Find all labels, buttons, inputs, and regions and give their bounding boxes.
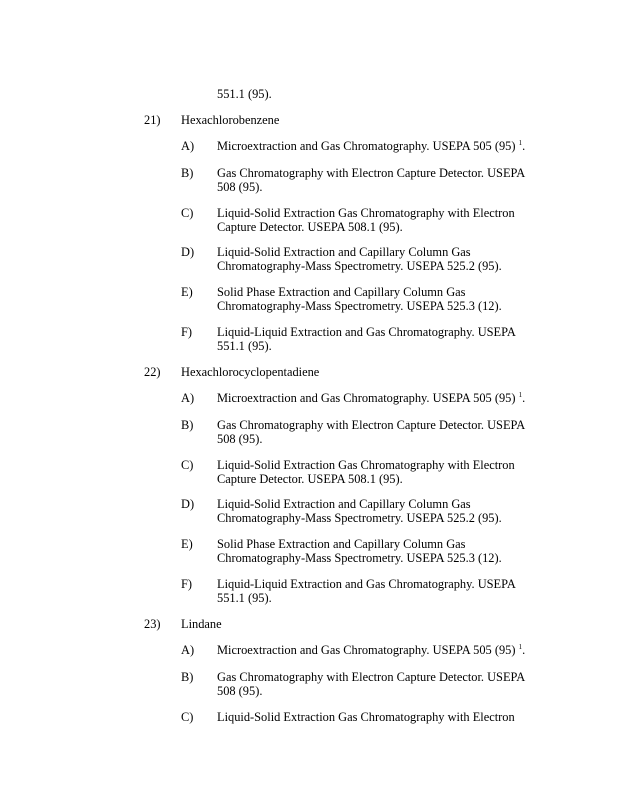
item-text-content: 551.1 (95). (217, 591, 272, 605)
footnote-marker: 1 (518, 643, 523, 651)
item-text (217, 391, 525, 405)
item-letter: E) (181, 537, 193, 551)
item-text (217, 497, 471, 511)
trailing-period: . (522, 643, 526, 657)
item-letter: B) (181, 166, 194, 180)
item-text (217, 166, 525, 180)
item-letter: C) (181, 458, 194, 472)
item-text-content: Capture Detector. USEPA 508.1 (95). (217, 220, 403, 234)
section-number: 23) (144, 617, 161, 631)
item-text (217, 245, 471, 259)
item-text (217, 472, 403, 486)
item-text (217, 577, 516, 591)
item-text (217, 180, 262, 194)
item-letter: B) (181, 670, 194, 684)
item-text (217, 511, 502, 525)
item-text-content: 508 (95). (217, 684, 263, 698)
item-text-content: Gas Chromatography with Electron Capture Detector. USEPA (217, 166, 526, 180)
item-text-content: 508 (95). (217, 432, 263, 446)
item-text-content: Chromatography-Mass Spectrometry. USEPA 525.2 (95). (217, 511, 502, 525)
item-text (217, 537, 465, 551)
item-text-content: Capture Detector. USEPA 508.1 (95). (217, 472, 403, 486)
item-text-content: Liquid-Solid Extraction and Capillary Column Gas (217, 245, 471, 259)
item-text (217, 591, 272, 605)
item-text-content: 551.1 (95). (217, 339, 272, 353)
item-text (217, 299, 502, 313)
item-text-content: Liquid-Liquid Extraction and Gas Chromatography. USEPA (217, 325, 516, 339)
item-text (217, 551, 502, 565)
footnote-marker: 1 (518, 391, 523, 399)
item-letter: A) (181, 391, 195, 405)
item-text (217, 285, 465, 299)
item-text-content: Chromatography-Mass Spectrometry. USEPA 525.2 (95). (217, 259, 502, 273)
footnote-marker: 1 (518, 139, 523, 147)
item-text-content: Liquid-Liquid Extraction and Gas Chromatography. USEPA (217, 577, 516, 591)
item-text (217, 432, 262, 446)
trailing-period: . (522, 139, 526, 153)
item-letter: C) (181, 206, 194, 220)
item-letter: D) (181, 245, 195, 259)
item-text-content: Gas Chromatography with Electron Capture Detector. USEPA (217, 418, 526, 432)
section-number: 21) (144, 113, 161, 127)
item-text-content: 508 (95). (217, 180, 263, 194)
item-text-content: Liquid-Solid Extraction Gas Chromatography with Electron (217, 710, 515, 724)
item-text (217, 670, 525, 684)
item-text (217, 710, 515, 724)
item-letter: D) (181, 497, 195, 511)
item-text-content: Microextraction and Gas Chromatography. USEPA 505 (95) (217, 643, 516, 657)
item-text-content: Chromatography-Mass Spectrometry. USEPA 525.3 (12). (217, 299, 502, 313)
item-text (217, 418, 525, 432)
item-text-content: Liquid-Solid Extraction and Capillary Column Gas (217, 497, 471, 511)
item-text (217, 325, 516, 339)
item-letter: A) (181, 139, 195, 153)
item-text (217, 643, 525, 657)
continuation-text: 551.1 (95). (217, 87, 272, 101)
item-text-content: Liquid-Solid Extraction Gas Chromatography with Electron (217, 206, 515, 220)
item-letter: B) (181, 418, 194, 432)
item-text (217, 139, 525, 153)
item-text (217, 684, 262, 698)
item-text (217, 458, 515, 472)
item-text-content: Microextraction and Gas Chromatography. USEPA 505 (95) (217, 391, 516, 405)
item-text (217, 259, 502, 273)
item-text-content: Solid Phase Extraction and Capillary Column Gas (217, 285, 466, 299)
section-number: 22) (144, 365, 161, 379)
item-text (217, 206, 515, 220)
item-text-content: Liquid-Solid Extraction Gas Chromatography with Electron (217, 458, 515, 472)
item-letter: F) (181, 325, 193, 339)
item-text-content: Gas Chromatography with Electron Capture Detector. USEPA (217, 670, 526, 684)
section-title: Hexachlorocyclopentadiene (181, 365, 320, 379)
section-title: Lindane (181, 617, 222, 631)
item-text-content: Microextraction and Gas Chromatography. USEPA 505 (95) (217, 139, 516, 153)
item-text (217, 220, 403, 234)
trailing-period: . (522, 391, 526, 405)
item-letter: C) (181, 710, 194, 724)
item-text-content: Chromatography-Mass Spectrometry. USEPA 525.3 (12). (217, 551, 502, 565)
section-title: Hexachlorobenzene (181, 113, 280, 127)
item-letter: F) (181, 577, 193, 591)
item-text (217, 339, 272, 353)
item-text-content: Solid Phase Extraction and Capillary Column Gas (217, 537, 466, 551)
item-letter: A) (181, 643, 195, 657)
item-letter: E) (181, 285, 193, 299)
